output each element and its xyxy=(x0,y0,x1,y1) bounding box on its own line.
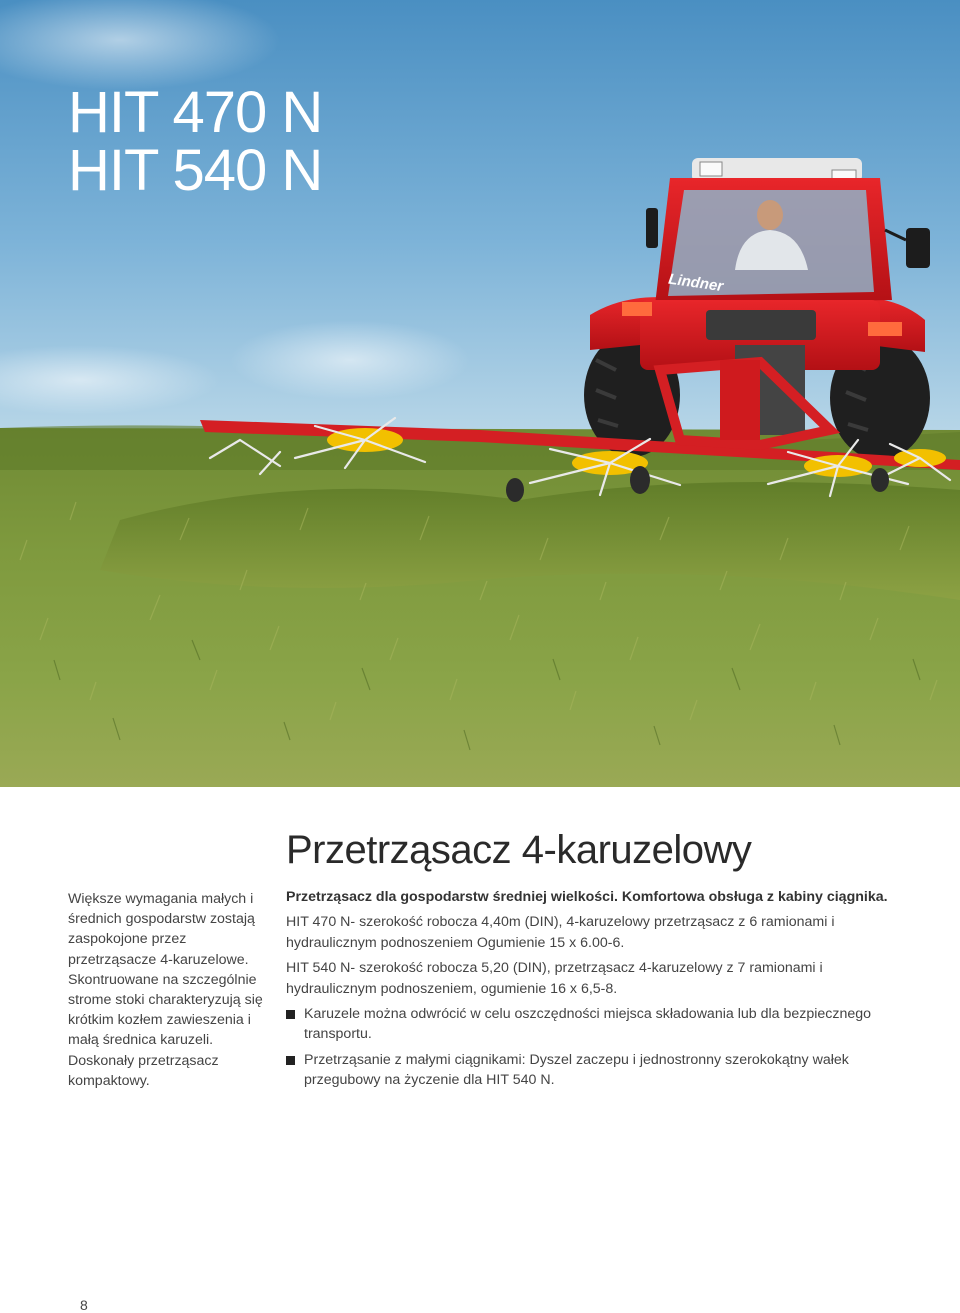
list-item xyxy=(286,1050,906,1091)
square-bullet-icon xyxy=(286,1010,295,1019)
paragraph-hit-470: HIT 470 N- szerokość robocza 4,40m (DIN), 4-karuzelowy przetrząsacz z 6 ramionami i hydraulicznym podnoszeniem Ogumienie 15 x 6.00-6. xyxy=(286,914,835,951)
product-title-line-1: HIT 470 N xyxy=(68,80,323,145)
square-bullet-icon xyxy=(286,1056,295,1065)
page-number: 8 xyxy=(80,1297,88,1313)
tractor-brand-decal: Lindner xyxy=(667,270,725,296)
main-description xyxy=(286,887,906,1096)
section-heading: Przetrząsacz 4-karuzelowy xyxy=(286,828,752,872)
list-item-text: Karuzele można odwrócić w celu oszczędności miejsca składowania lub dla bezpiecznego transportu. xyxy=(304,1006,872,1043)
paragraph-hit-540: HIT 540 N- szerokość robocza 5,20 (DIN), przetrząsacz 4-karuzelowy z 7 ramionami i hydraulicznym podnoszeniem, ogumienie 16 x 6,5-8. xyxy=(286,960,823,997)
feature-list xyxy=(286,1004,906,1091)
side-intro-text: Większe wymagania małych i średnich gospodarstw zostają zaspokojone przez przetrząsacze 4-karuzelowe. Skontruowane na szczególnie strome stoki charakteryzują się krótkim kozłem zawieszenia i małą średnica karuzeli. Doskonały przetrząsacz kompaktowy. xyxy=(68,891,263,1089)
product-title-line-2: HIT 540 N xyxy=(68,138,323,203)
lead-paragraph: Przetrząsacz dla gospodarstw średniej wielkości. Komfortowa obsługa z kabiny ciągnika. xyxy=(286,889,888,905)
list-item-text: Przetrząsanie z małymi ciągnikami: Dyszel zaczepu i jednostronny szerokokątny wałek przegubowy na życzenie dla HIT 540 N. xyxy=(304,1051,849,1089)
product-title xyxy=(68,80,323,203)
list-item xyxy=(286,1004,906,1045)
